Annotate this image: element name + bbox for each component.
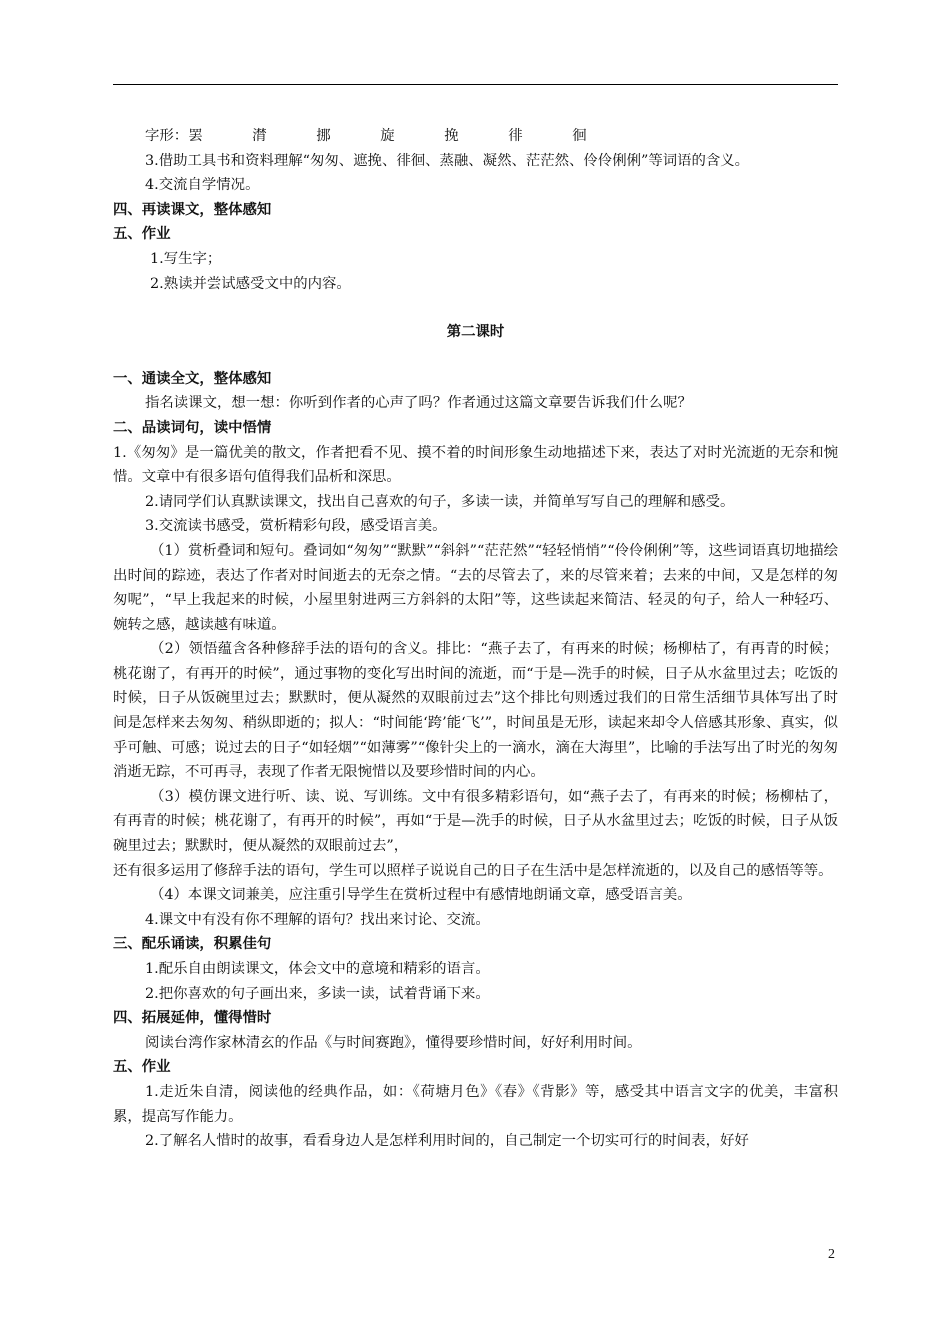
section-heading: 一、通读全文，整体感知 bbox=[113, 370, 272, 387]
paragraph: 还有很多运用了修辞手法的语句，学生可以照样子说说自己的日子在生活中是怎样流逝的，以及自己的感悟等等。 bbox=[113, 862, 833, 879]
paragraph: 1.《匆匆》是一篇优美的散文，作者把看不见、摸不着的时间形象生动地描述下来，表达了对时光流逝的无奈和惋惜。文章中有很多语句值得我们品析和深思。 bbox=[113, 444, 838, 486]
paragraph: （4）本课文词兼美，应注重引导学生在赏析过程中有感情地朗诵文章，感受语言美。 bbox=[150, 887, 692, 904]
section-heading: 四、拓展延伸，懂得惜时 bbox=[113, 1010, 272, 1027]
section-heading: 三、配乐诵读，积累佳句 bbox=[113, 936, 272, 953]
glyph-char: 挽 bbox=[444, 128, 459, 144]
header-rule bbox=[113, 84, 838, 85]
paragraph: 2.请同学们认真默读课文，找出自己喜欢的句子，多读一读，并简单写写自己的理解和感受。 bbox=[145, 493, 735, 510]
section-heading: 五、作业 bbox=[113, 1059, 171, 1076]
item-3: 3.借助工具书和资料理解“匆匆、遮挽、徘徊、蒸融、凝然、茫茫然、伶伶俐俐”等词语的含义。 bbox=[145, 152, 750, 169]
paragraph: 1.配乐自由朗读课文，体会文中的意境和精彩的语言。 bbox=[145, 961, 490, 977]
glyph-char: 挪 bbox=[316, 128, 331, 144]
glyph-char: 徘 bbox=[508, 128, 523, 144]
glyph-char: 旋 bbox=[380, 128, 395, 144]
lesson-title: 第二课时 bbox=[446, 324, 505, 341]
paragraph: （1）赏析叠词和短句。叠词如“匆匆”“默默”“斜斜”“茫茫然”“轻轻悄悄”“伶伶俐俐”等，这些词语真切地描绘出时间的踪迹，表达了作者对时间逝去的无奈之情。“去的尽管去了，来的尽管来着；去来的中间，又是怎样的匆匆呢”，“早上我起来的时候，小屋里射进两三方斜斜的太阳”等，这些读起来简洁、轻灵的句子，给人一种轻巧、婉转之感，越读越有味道。 bbox=[113, 542, 838, 633]
page-number: 2 bbox=[828, 1247, 835, 1262]
item-4: 4.交流自学情况。 bbox=[145, 177, 260, 194]
paragraph: 1.走近朱自清，阅读他的经典作品，如：《荷塘月色》《春》《背影》等，感受其中语言文字的优美，丰富积累，提高写作能力。 bbox=[113, 1083, 838, 1125]
paragraph: 2.把你喜欢的句子画出来，多读一读，试着背诵下来。 bbox=[145, 985, 490, 1002]
section-heading: 二、品读词句，读中悟情 bbox=[113, 419, 272, 436]
paragraph: （2）领悟蕴含各种修辞手法的语句的含义。排比：“燕子去了，有再来的时候；杨柳枯了，有再青的时候；桃花谢了，有再开的时候”，通过事物的变化写出时间的流逝，而“于是—洗手的时候，日子从水盆里过去；吃饭的时候，日子从饭碗里过去；默默时，便从凝然的双眼前过去”这个排比句则透过我们的日常生活细节具体写出了时间是怎样来去匆匆、稍纵即逝的；拟人：“时间能‘跨’能‘飞’”，时间虽是无形，读起来却令人倍感其形象、真实，似乎可触、可感；说过去的日子“如轻烟”“如薄雾”“像针尖上的一滴水，滴在大海里”，比喻的手法写出了时光的匆匆消逝无踪，不可再寻，表现了作者无限惋惜以及要珍惜时间的内心。 bbox=[113, 641, 838, 781]
homework-item: 1.写生字； bbox=[150, 250, 222, 267]
glyph-char: 罢 bbox=[188, 128, 203, 144]
paragraph: 2.了解名人惜时的故事，看看身边人是怎样利用时间的，自己制定一个切实可行的时间表，好好 bbox=[145, 1133, 749, 1150]
section-heading: 四、再读课文，整体感知 bbox=[113, 201, 272, 218]
paragraph: 指名读课文，想一想：你听到作者的心声了吗？作者通过这篇文章要告诉我们什么呢？ bbox=[145, 395, 692, 412]
section-heading: 五、作业 bbox=[113, 226, 171, 243]
paragraph: 阅读台湾作家林清玄的作品《与时间赛跑》，懂得要珍惜时间，好好利用时间。 bbox=[145, 1034, 642, 1051]
document-body bbox=[113, 124, 838, 1154]
glyph-char: 潸 bbox=[252, 128, 267, 144]
paragraph: （3）模仿课文进行听、读、说、写训练。文中有很多精彩语句，如“燕子去了，有再来的时候；杨柳枯了，有再青的时候；桃花谢了，有再开的时候”，再如“于是—洗手的时候，日子从水盆里过去；吃饭的时候，日子从饭碗里过去；默默时，便从凝然的双眼前过去”， bbox=[113, 788, 838, 855]
glyph-char: 徊 bbox=[572, 128, 587, 144]
homework-item: 2.熟读并尝试感受文中的内容。 bbox=[150, 275, 351, 292]
glyph-label: 字形： bbox=[145, 128, 189, 144]
paragraph: 4.课文中有没有你不理解的语句？找出来讨论、交流。 bbox=[145, 911, 490, 928]
paragraph: 3.交流读书感受，赏析精彩句段，感受语言美。 bbox=[145, 518, 447, 535]
glyph-line bbox=[113, 124, 838, 149]
